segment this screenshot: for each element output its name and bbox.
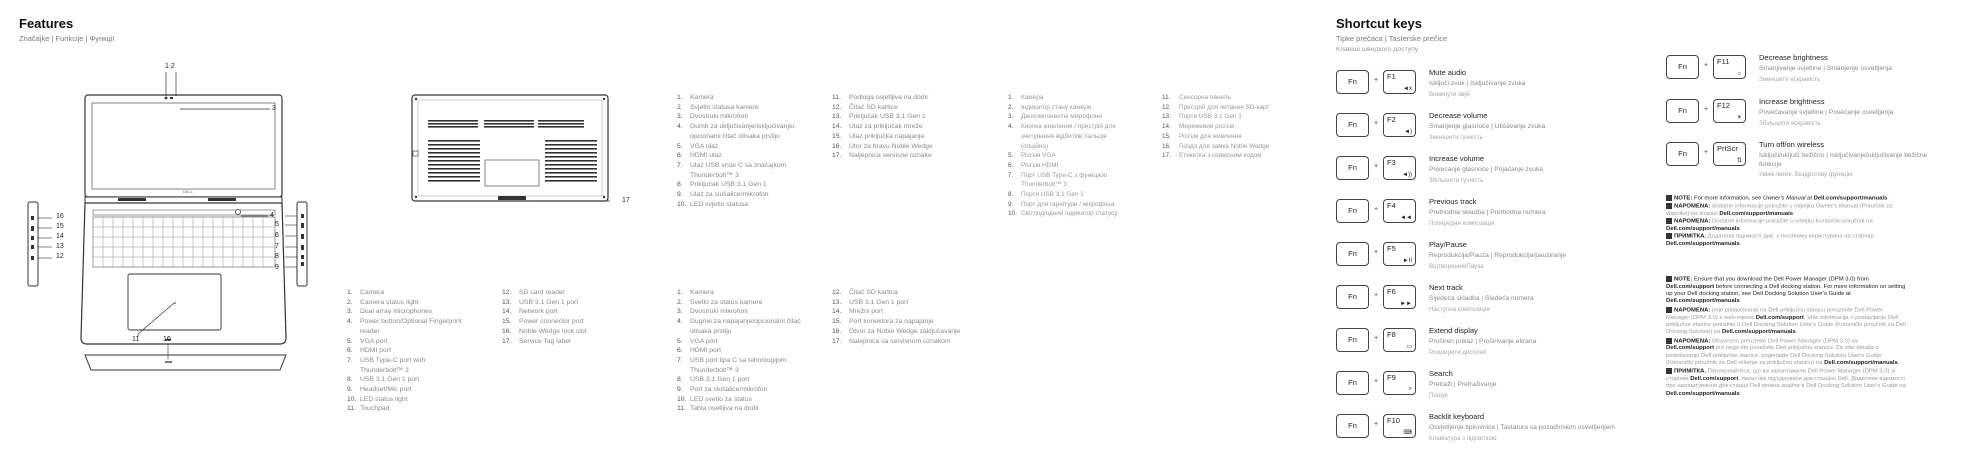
shortcut-translation: Isključi/uključi bežično | Isključivanje/uključivanje bežične bbox=[1759, 152, 1928, 159]
key-icon: ▭ bbox=[1406, 344, 1412, 350]
list-item: 3. Dual array microphones bbox=[347, 308, 433, 316]
list-item: 13. USB 3.1 Gen 1 port bbox=[832, 298, 909, 306]
note-icon bbox=[1666, 195, 1672, 201]
note-icon bbox=[1666, 276, 1672, 282]
list-item: 14. Network port bbox=[502, 308, 558, 316]
list-item: 4. Dugme za napajanje/opcionalni čitač otisaka prstiju bbox=[677, 318, 801, 335]
function-key: F10 ⌨ bbox=[1383, 414, 1416, 438]
list-item: 16. Otvor za Noble Wedge zaključavanje bbox=[832, 327, 961, 335]
shortcut-translation-uk: Зменшити яскравість bbox=[1759, 76, 1821, 83]
shortcut-title: Increase volume bbox=[1429, 154, 1485, 163]
features-list-sr-2 bbox=[832, 288, 960, 346]
callout-12: 12 bbox=[56, 253, 64, 260]
list-item: 9. Ulaz za slušalice/mikrofon bbox=[677, 191, 769, 199]
shortcut-title: Turn off/on wireless bbox=[1759, 140, 1825, 149]
note-item: ПРИМІТКА. Переконайтеся, що ви завантажили Dell Power Manager (DPM 3.0) зі сторінки Dell.com/support, перш ніж під'єднувати док-станцію Dell. Додаткові відомості про налаштування док-станції Dell можна знайти в Dell Docking Solution User's Guide на Dell.com/support/manuals. bbox=[1666, 368, 1906, 397]
shortcut-row bbox=[1336, 197, 1656, 227]
function-key: F3 ◄)) bbox=[1383, 156, 1416, 180]
note-item: NAPOMENA: Dodatne informacije potražite u odeljku Korisnički priručnik na Dell.com/support/manuals. bbox=[1666, 218, 1873, 232]
key-icon: ◄) bbox=[1404, 129, 1412, 135]
list-item: 10. Світлодіодний індикатор статусу bbox=[1008, 210, 1118, 218]
plus-sign: + bbox=[1374, 206, 1379, 213]
list-item: 6. HDMI ulaz bbox=[677, 152, 722, 160]
list-item: 15. Ulaz priključka napajanja bbox=[832, 132, 925, 140]
list-item: 1. Kamera bbox=[677, 289, 714, 296]
list-item: 3. Двокомпонентні мікрофони bbox=[1008, 113, 1102, 121]
shortcut-translation-uk: Клавіатура з підсвіткою bbox=[1429, 435, 1497, 442]
list-item: 1. Камера bbox=[1008, 94, 1044, 101]
shortcut-translation: Osvjetljenje tipkovnice | Tastatura sa pozadinskim osvetljenjem bbox=[1429, 424, 1615, 431]
list-item: 10. LED svetlo za status bbox=[677, 395, 752, 403]
list-item: 9. Headset/Mic port bbox=[347, 386, 412, 394]
callout-9: 9 bbox=[275, 264, 279, 271]
features-list-en-2 bbox=[502, 288, 587, 346]
list-item: 1. Camera bbox=[347, 289, 385, 296]
list-item: 14. Ulaz za priključak mreže bbox=[832, 123, 923, 131]
list-item: 8. USB 3.1 Gen 1 port bbox=[347, 376, 420, 384]
fn-key: Fn bbox=[1336, 70, 1369, 94]
callout-10: 10 bbox=[163, 336, 171, 343]
list-item: 2. Svetlo za status kamere bbox=[677, 298, 763, 306]
list-item: 11. Touchpad bbox=[347, 405, 390, 413]
list-item: 5. VGA port bbox=[677, 337, 718, 345]
list-item: 15. Power connector port bbox=[502, 318, 584, 326]
shortcut-translation-uk: Збільшити яскравість bbox=[1759, 120, 1821, 127]
list-item: 12. Čitač SD kartice bbox=[832, 103, 898, 111]
note-item: ПРИМІТКА. Додаткові відомості див. у посібнику користувача на сторінці Dell.com/support/manuals. bbox=[1666, 233, 1874, 248]
list-item: 13. Priključak USB 3.1 Gen 1 bbox=[832, 113, 926, 121]
callout-15: 15 bbox=[56, 223, 64, 230]
list-item: 11. Tabla osetljiva na dodir bbox=[677, 405, 760, 413]
notes-docking bbox=[1666, 276, 1906, 398]
function-key: F2 ◄) bbox=[1383, 113, 1416, 137]
key-icon: ⌕ bbox=[1408, 386, 1412, 392]
shortcut-row bbox=[1336, 68, 1656, 98]
shortcut-row bbox=[1336, 369, 1656, 399]
shortcut-title: Previous track bbox=[1429, 197, 1477, 206]
shortcut-title: Play/Pause bbox=[1429, 240, 1467, 249]
features-list-hr-2 bbox=[832, 93, 933, 161]
fn-key: Fn bbox=[1666, 55, 1699, 79]
list-item: 10. LED svjetlo statusa bbox=[677, 200, 749, 208]
shortcut-translation: Smanjenje glasnoće | Utišavanje zvuka bbox=[1429, 123, 1546, 130]
callout-6: 6 bbox=[275, 232, 279, 239]
features-list-sr-1 bbox=[677, 288, 801, 414]
callout-13: 13 bbox=[56, 243, 64, 250]
list-item: 16. Utor za bravu Noble Wedge bbox=[832, 142, 933, 150]
shortcuts-title: Shortcut keys bbox=[1336, 16, 1422, 31]
key-icon: ⌨ bbox=[1403, 430, 1412, 436]
list-item: 15. Роз'єм для живлення bbox=[1162, 132, 1242, 140]
shortcut-title: Extend display bbox=[1429, 326, 1478, 335]
shortcut-translation-uk: Зменшити гучність bbox=[1429, 134, 1483, 141]
shortcut-row bbox=[1336, 412, 1656, 442]
shortcut-translation-cont: funkcije bbox=[1759, 161, 1782, 168]
list-item: 17. Naljepnica servisne oznake bbox=[832, 152, 932, 160]
plus-sign: + bbox=[1704, 149, 1709, 156]
function-key: F12 ☀ bbox=[1713, 99, 1746, 123]
fn-key: Fn bbox=[1336, 156, 1369, 180]
list-item: 11. Podloga osjetljiva na dodir bbox=[832, 94, 929, 101]
fn-key: Fn bbox=[1336, 242, 1369, 266]
shortcut-title: Decrease brightness bbox=[1759, 53, 1828, 62]
list-item: 16. Noble Wedge lock slot bbox=[502, 327, 587, 335]
list-item: 8. USB 3.1 Gen 1 port bbox=[677, 376, 750, 384]
features-list-en-1 bbox=[347, 288, 462, 414]
callout-3: 3 bbox=[272, 105, 276, 112]
shortcut-title: Backlit keyboard bbox=[1429, 412, 1485, 421]
list-item: 6. HDMI port bbox=[347, 347, 391, 355]
fn-key: Fn bbox=[1336, 371, 1369, 395]
function-key: F9 ⌕ bbox=[1383, 371, 1416, 395]
plus-sign: + bbox=[1374, 378, 1379, 385]
function-key: F1 ◄x bbox=[1383, 70, 1416, 94]
plus-sign: + bbox=[1704, 62, 1709, 69]
shortcut-title: Decrease volume bbox=[1429, 111, 1488, 120]
note-icon bbox=[1666, 218, 1672, 224]
list-item: 10. LED status light bbox=[347, 395, 408, 403]
key-icon: ◄◄ bbox=[1400, 215, 1412, 221]
note-item: NAPOMENA: prije priključivanja na Dell priključnu stanicu preuzmite Dell Power Manager (DPM 3.0) s web-mjesta Dell.com/support. Više informacija o postavljanju Dell priključne stanice potražite u Dell Docking Solution User's Guide (Korisnički priručnik za Dell Docking Solution) na Dell.com/support/manuals. bbox=[1666, 307, 1906, 336]
list-item: 14. Мережевий роз'єм bbox=[1162, 123, 1234, 131]
shortcut-translation: Povećanje glasnoće | Pojačanje zvuka bbox=[1429, 166, 1544, 173]
callout-5: 5 bbox=[275, 221, 279, 228]
fn-key: Fn bbox=[1666, 142, 1699, 166]
callout-7: 7 bbox=[275, 243, 279, 250]
shortcut-title: Search bbox=[1429, 369, 1453, 378]
plus-sign: + bbox=[1374, 335, 1379, 342]
notes-manual bbox=[1666, 195, 1906, 248]
note-icon bbox=[1666, 307, 1672, 313]
list-item: 13. Порти USB 3.1 Gen 1 bbox=[1162, 113, 1242, 121]
key-icon: ◄)) bbox=[1402, 172, 1412, 178]
list-item: 16. Гніздо для замка Noble Wedge bbox=[1162, 142, 1270, 150]
key-icon: ►► bbox=[1400, 301, 1412, 307]
shortcut-title: Increase brightness bbox=[1759, 97, 1825, 106]
features-list-hr-1 bbox=[677, 93, 795, 209]
callout-11: 11 bbox=[132, 336, 140, 343]
plus-sign: + bbox=[1374, 249, 1379, 256]
list-item: 13. USB 3.1 Gen 1 port bbox=[502, 298, 579, 306]
callout-4: 4 bbox=[270, 212, 274, 219]
shortcut-translation: Povećavanje svjetline | Povećanje osvetljenja bbox=[1759, 109, 1894, 116]
list-item: 17. Service Tag label bbox=[502, 337, 571, 345]
note-item: NAPOMENA: Obavezno preuzmite Dell Power Manager (DPM 3.0) sa Dell.com/support pre nego što povežete Dell priključnu stanicu. Za više detalja o podešavanju Dell priključne stanice, pogledajte Dell Docking Solution User's Guide (Korisnički priručnik za Dell rešenje za priključnu stanicu) na Dell.com/support/manuals. bbox=[1666, 338, 1900, 366]
svg-text:DELL: DELL bbox=[183, 189, 194, 194]
plus-sign: + bbox=[1704, 106, 1709, 113]
list-item: 5. Роз'єм VGA bbox=[1008, 152, 1056, 160]
shortcut-translation-uk: Наступна композиція bbox=[1429, 306, 1490, 313]
callout-16: 16 bbox=[56, 213, 64, 220]
list-item: 6. HDMI port bbox=[677, 347, 721, 355]
fn-key: Fn bbox=[1336, 414, 1369, 438]
list-item: 5. VGA port bbox=[347, 337, 388, 345]
list-item: 12. SD card reader bbox=[502, 289, 566, 296]
list-item: 6. Роз'єм HDMI bbox=[1008, 161, 1059, 169]
shortcut-translation: Pretraži | Pretraživanje bbox=[1429, 381, 1497, 388]
key-icon: ◄x bbox=[1403, 86, 1412, 92]
note-icon bbox=[1666, 368, 1672, 374]
callout-14: 14 bbox=[56, 233, 64, 240]
list-item: 4. Кнопка живлення / пристрій для зчитування відбитків пальців (опційно) bbox=[1008, 123, 1116, 150]
shortcut-title: Next track bbox=[1429, 283, 1463, 292]
shortcut-translation-uk: Попередня композиція bbox=[1429, 220, 1495, 227]
callout-17: 17 bbox=[622, 197, 630, 204]
function-key: F8 ▭ bbox=[1383, 328, 1416, 352]
list-item: 4. Power button/Optional Fingerprint reader bbox=[347, 318, 462, 335]
note-icon bbox=[1666, 233, 1672, 239]
shortcut-row bbox=[1666, 53, 1985, 83]
shortcut-translation: Sljedeća skladba | Sledeća numera bbox=[1429, 295, 1534, 302]
list-item: 3. Dvostruki mikrofoni bbox=[677, 113, 748, 121]
shortcut-title: Mute audio bbox=[1429, 68, 1467, 77]
list-item: 8. Порти USB 3.1 Gen 1 bbox=[1008, 191, 1084, 199]
shortcut-row bbox=[1336, 326, 1656, 356]
key-icon: ►II bbox=[1402, 258, 1412, 264]
shortcut-translation-uk: Розширити дисплей bbox=[1429, 349, 1487, 356]
function-key: F4 ◄◄ bbox=[1383, 199, 1416, 223]
key-icon: ☼ bbox=[1736, 71, 1742, 77]
plus-sign: + bbox=[1374, 77, 1379, 84]
callout-8: 8 bbox=[275, 253, 279, 260]
list-item: 2. Camera status light bbox=[347, 298, 419, 306]
list-item: 14. Mrežni port bbox=[832, 308, 883, 316]
shortcut-translation: Smanjivanje svjetline | Smanjenje osvetljenja bbox=[1759, 65, 1892, 72]
list-item: 4. Gumb za uključivanje/isključivanje/ opcionalni čitač otisaka prstiju bbox=[677, 123, 795, 140]
fn-key: Fn bbox=[1666, 99, 1699, 123]
features-list-uk-1 bbox=[1008, 93, 1117, 219]
list-item: 11. Сенсорна панель bbox=[1162, 94, 1231, 101]
shortcuts-subtitle-uk: Клавіші швидкого доступу bbox=[1336, 46, 1419, 53]
shortcut-translation: Isključi zvuk | Isključivanje zvuka bbox=[1429, 80, 1526, 87]
callout-1-2: 1 2 bbox=[165, 63, 175, 70]
shortcuts-subtitle: Tipke prečaca | Tasterske prečice bbox=[1336, 34, 1448, 43]
features-title: Features bbox=[19, 16, 74, 31]
fn-key: Fn bbox=[1336, 285, 1369, 309]
shortcut-translation: Reprodukcija/Pauza | Reprodukcija/pauziranje bbox=[1429, 252, 1567, 259]
list-item: 15. Port konektora za napajanje bbox=[832, 318, 934, 326]
list-item: 7. Ulaz USB vrste C sa značajkom Thunderbolt™ 3 bbox=[677, 161, 787, 179]
shortcut-translation: Proširen prikaz | Proširivanje ekrana bbox=[1429, 338, 1537, 345]
function-key: F5 ►II bbox=[1383, 242, 1416, 266]
fn-key: Fn bbox=[1336, 328, 1369, 352]
plus-sign: + bbox=[1374, 120, 1379, 127]
function-key: PrtScr ⇅ bbox=[1713, 142, 1746, 166]
function-key: F11 ☼ bbox=[1713, 55, 1746, 79]
list-item: 7. Порт USB Type-C з функцією Thunderbolt™ 3 bbox=[1008, 171, 1107, 189]
list-item: 7. USB Type-C port with Thunderbolt™ 3 bbox=[347, 356, 426, 374]
shortcut-row bbox=[1666, 140, 1985, 178]
list-item: 2. Індикатор стану камери bbox=[1008, 103, 1092, 111]
list-item: 8. Priključak USB 3.1 Gen 1 bbox=[677, 181, 767, 189]
list-item: 7. USB port tipa C sa tehnologijom Thunderbolt™ 3 bbox=[677, 356, 787, 374]
list-item: 17. Nalepnica sa servisnom oznakom bbox=[832, 337, 951, 345]
shortcut-translation-uk: Пошук bbox=[1429, 392, 1448, 399]
shortcut-row bbox=[1336, 240, 1656, 270]
list-item: 2. Svjetlo statusa kamere bbox=[677, 103, 759, 111]
list-item: 12. Пристрій для читання SD-карт bbox=[1162, 103, 1270, 111]
list-item: 1. Kamera bbox=[677, 94, 714, 101]
fn-key: Fn bbox=[1336, 199, 1369, 223]
note-item: NOTE: For more information, see Owner's Manual at Dell.com/support/manuals. bbox=[1666, 195, 1906, 203]
list-item: 5. VGA ulaz bbox=[677, 142, 719, 150]
note-icon bbox=[1666, 203, 1672, 209]
list-item: 12. Čitač SD kartica bbox=[832, 289, 898, 296]
shortcut-translation-uk: Увімк./вимк. бездротову функцію bbox=[1759, 171, 1853, 178]
shortcut-row bbox=[1666, 97, 1985, 127]
fn-key: Fn bbox=[1336, 113, 1369, 137]
list-item: 9. Port za slušalice/mikrofon bbox=[677, 386, 768, 394]
features-subtitle: Značajke | Funkcije | Функції bbox=[19, 34, 115, 43]
key-icon: ☀ bbox=[1736, 115, 1742, 121]
list-item: 3. Dvostruki mikrofoni bbox=[677, 308, 748, 316]
shortcut-row bbox=[1336, 154, 1656, 184]
features-list-uk-2 bbox=[1162, 93, 1269, 161]
shortcut-translation-uk: Відтворення/Пауза bbox=[1429, 263, 1484, 270]
shortcut-translation: Prethodna skladba | Prethodna numera bbox=[1429, 209, 1546, 216]
function-key: F6 ►► bbox=[1383, 285, 1416, 309]
shortcut-row bbox=[1336, 283, 1656, 313]
plus-sign: + bbox=[1374, 163, 1379, 170]
note-item: NOTE: Ensure that you download the Dell Power Manager (DPM 3.0) from Dell.com/support before connecting a Dell docking station. For more information on setting up your Dell docking station, see Dell Docking Solution User's Guide at Dell.com/support/manuals. bbox=[1666, 276, 1906, 305]
shortcut-translation-uk: Збільшити гучність bbox=[1429, 177, 1484, 184]
shortcut-translation-uk: Вимкнути звук bbox=[1429, 91, 1470, 98]
plus-sign: + bbox=[1374, 421, 1379, 428]
shortcut-row bbox=[1336, 111, 1656, 141]
plus-sign: + bbox=[1374, 292, 1379, 299]
list-item: 17. Етикетка з сервісним кодом bbox=[1162, 152, 1262, 160]
note-item: NAPOMENA: dodatne informacije potražite u odjeljku Owner's Manual (Priručnik za vlasnike) na stranici Dell.com/support/manuals. bbox=[1666, 203, 1893, 217]
list-item: 9. Порт для гарнітури / мікрофона bbox=[1008, 200, 1115, 208]
key-icon: ⇅ bbox=[1736, 158, 1742, 164]
note-icon bbox=[1666, 338, 1672, 344]
